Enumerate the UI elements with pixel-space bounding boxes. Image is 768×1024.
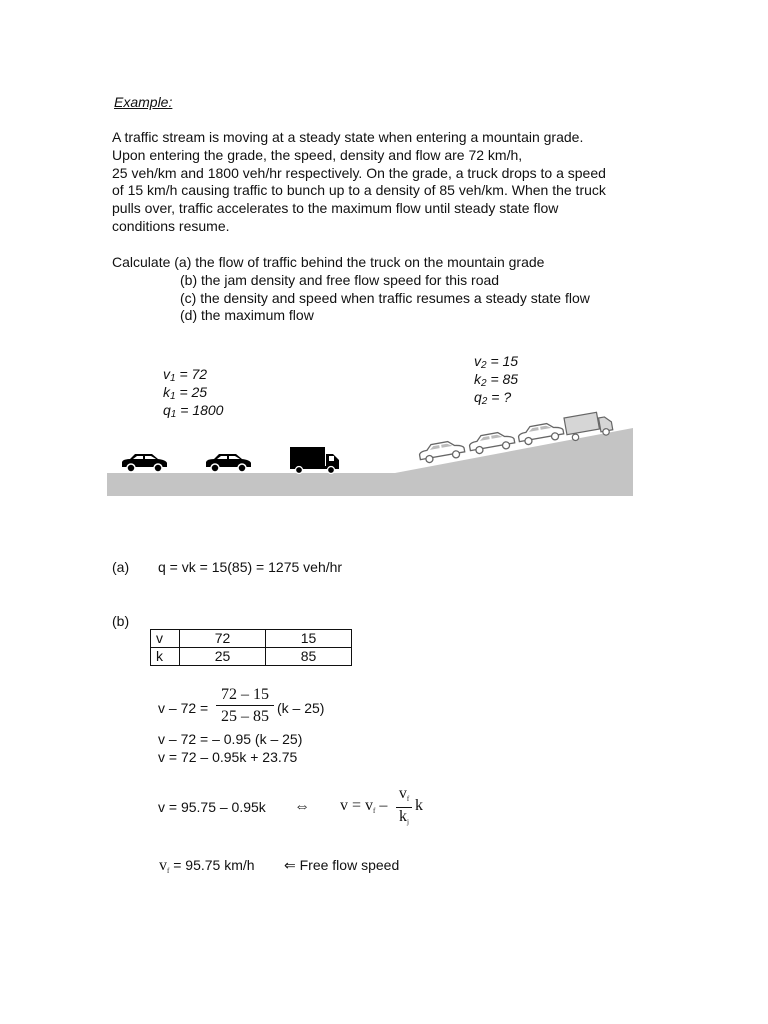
model-fraction	[396, 786, 412, 831]
part-b-label: (b)	[112, 613, 130, 629]
var-v2: $v_2 = 15$	[474, 353, 519, 371]
fraction-numerator: vf	[398, 785, 410, 803]
table-cell: 15	[266, 630, 352, 648]
car-icon	[468, 430, 515, 455]
calculate-item-c: (c) the density and speed when traffic resumes a steady state flow	[180, 289, 590, 306]
slope-equation-left: v – 72 =	[158, 700, 209, 716]
model-k: k	[415, 797, 423, 814]
slope-fraction	[216, 685, 274, 726]
problem-line: 25 veh/km and 1800 veh/hr respectively. On the grade, a truck drops to a speed	[112, 164, 606, 181]
calculate-item-a: Calculate (a) the flow of traffic behind the truck on the mountain grade	[112, 254, 545, 270]
example-heading: Example:	[114, 94, 173, 110]
table-cell: k	[151, 648, 180, 666]
var-k1: $k_1 = 25$	[163, 384, 208, 402]
table-row	[151, 630, 352, 648]
car-icon	[206, 454, 251, 472]
var-q1: $q_1 = 1800$	[163, 402, 224, 420]
truck-icon	[290, 447, 339, 474]
equation-line: v – 72 = – 0.95 (k – 25)	[158, 731, 303, 747]
part-a-equation: q = vk = 15(85) = 1275 veh/hr	[158, 559, 343, 575]
var-q2: $q_2$ = ?	[474, 389, 512, 407]
table-cell: v	[151, 630, 180, 648]
slope-equation-right: (k – 25)	[277, 700, 325, 716]
fraction-denominator: 25 – 85	[221, 708, 269, 725]
problem-line: A traffic stream is moving at a steady state when entering a mountain grade.	[112, 129, 584, 145]
fraction-numerator: 72 – 15	[221, 686, 269, 703]
fraction-denominator: kj	[399, 808, 409, 826]
free-flow-speed-note: ⇐ Free flow speed	[284, 857, 400, 873]
table-cell: 25	[180, 648, 266, 666]
greenshields-model-lhs: v = vf –	[340, 797, 388, 815]
table-cell: 72	[180, 630, 266, 648]
free-flow-speed-result: $v_f = 95.75$ km/h	[159, 857, 255, 875]
var-v1: $v_1 = 72$	[163, 366, 208, 384]
var-k2: $k_2 = 85$	[474, 371, 519, 389]
speed-density-table	[150, 629, 352, 666]
problem-line: of 15 km/h causing traffic to bunch up to a density of 85 veh/km. When the truck	[112, 182, 606, 199]
part-a-label: (a)	[112, 559, 130, 575]
car-icon	[517, 421, 564, 446]
car-icon	[418, 439, 465, 464]
calculate-item-d: (d) the maximum flow	[180, 307, 314, 324]
problem-line: Upon entering the grade, the speed, density and flow are 72 km/h,	[112, 146, 523, 163]
equation-line: v = 72 – 0.95k + 23.75	[158, 749, 298, 765]
problem-line: pulls over, traffic accelerates to the maximum flow until steady state flow	[112, 200, 559, 217]
calculate-item-b: (b) the jam density and free flow speed for this road	[180, 271, 500, 288]
equivalence-symbol: ⇔	[294, 798, 310, 815]
car-icon	[122, 454, 167, 472]
table-row	[151, 648, 352, 666]
table-cell: 85	[266, 648, 352, 666]
linear-model-equation: v = 95.75 – 0.95k	[158, 799, 266, 815]
problem-line: conditions resume.	[112, 217, 230, 234]
